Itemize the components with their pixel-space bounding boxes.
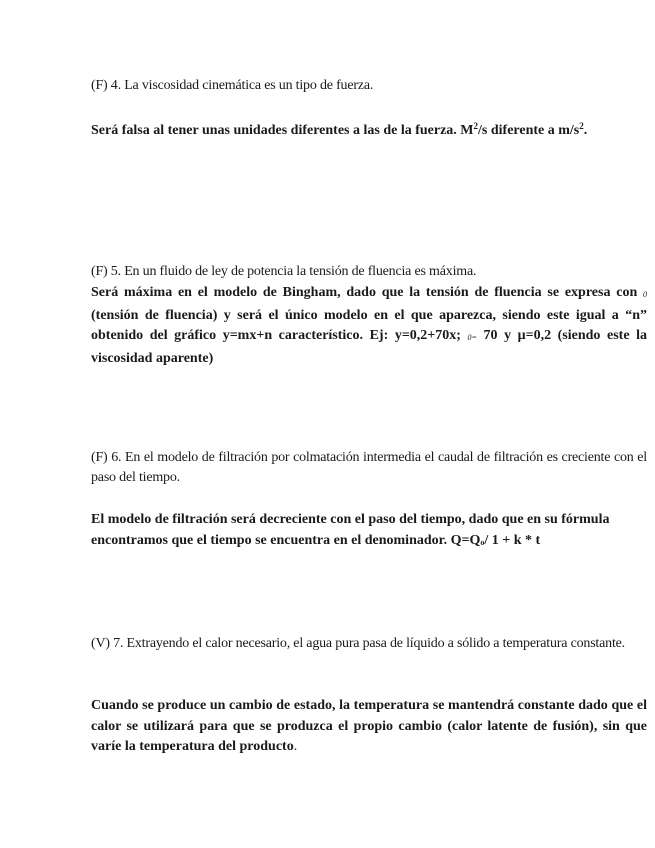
question-4: (F) 4. La viscosidad cinemática es un tipo de fuerza. — [91, 78, 374, 93]
q-subscript-o: o — [480, 537, 485, 547]
answer-4-end: . — [583, 123, 588, 138]
answer-5-text-b: (tensión de fluencia) y será el único modelo en el que aparezca, siendo este igual a “n” obtenido del gráfico y=mx+n característico. Ej: y=0,2+70x; — [91, 307, 647, 343]
answer-6-text-a: El modelo de filtración será decreciente con el paso del tiempo, dado que en su fórmula encontramos que el tiempo se encuentra en el denominador. Q=Q — [91, 512, 610, 548]
question-6: (F) 6. En el modelo de filtración por colmatación intermedia el caudal de filtración es creciente con el paso del tiempo. — [91, 450, 647, 485]
answer-6 — [91, 510, 647, 553]
answer-4-text: Será falsa al tener unas unidades diferentes a las de la fuerza. M — [91, 123, 474, 138]
question-7: (V) 7. Extrayendo el calor necesario, el agua pura pasa de líquido a sólido a temperatura constante. — [91, 636, 625, 651]
superscript-2b: 2 — [579, 121, 584, 131]
answer-7-text: Cuando se produce un cambio de estado, la temperatura se mantendrá constante dado que el calor se utilizará para que se produzca el propio cambio (calor latente de fusión), sin que varíe la temperatura del producto — [91, 698, 647, 754]
answer-7 — [91, 696, 647, 758]
question-5: (F) 5. En un fluido de ley de potencia la tensión de fluencia es máxima. — [91, 264, 477, 279]
answer-5 — [91, 283, 647, 369]
superscript-2: 2 — [473, 121, 479, 131]
answer-7-end: . — [293, 739, 298, 754]
tau-subscript-0: 0 — [643, 290, 647, 299]
answer-5-text-c: 70 y μ=0,2 (siendo este la viscosidad aparente) — [91, 328, 647, 366]
answer-6-text-b: / 1 + k * t — [484, 532, 541, 548]
answer-5-text-a: Será máxima en el modelo de Bingham, dado que la tensión de fluencia se expresa con — [91, 285, 638, 300]
answer-4 — [91, 116, 647, 142]
tau-subscript-0b: 0= — [467, 333, 477, 342]
answer-4-mid: /s diferente a m/s — [478, 123, 580, 138]
